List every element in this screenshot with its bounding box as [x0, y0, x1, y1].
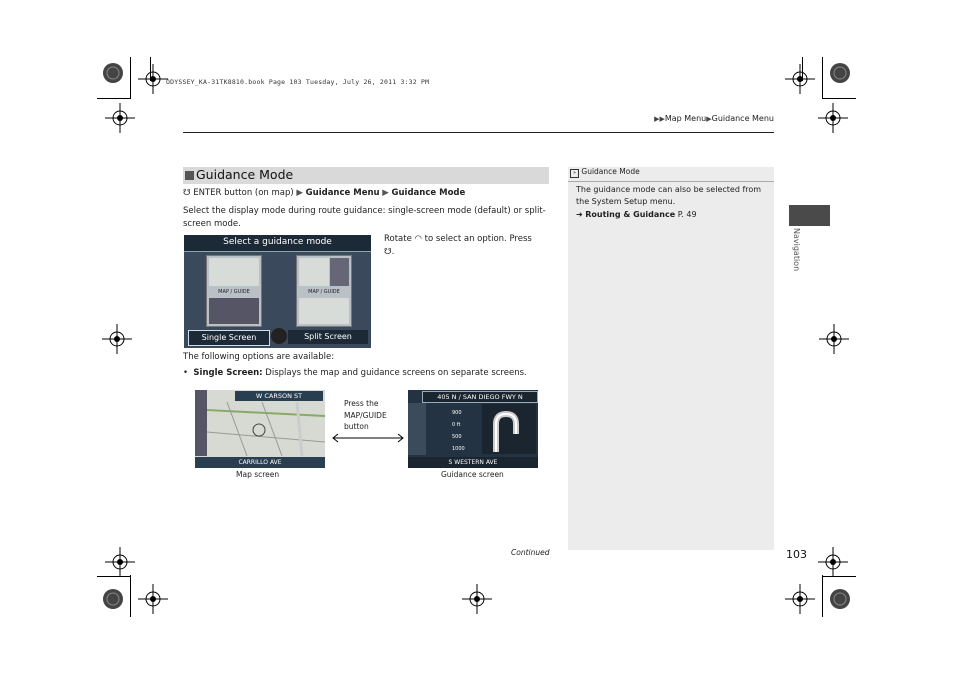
guide-street: 405 N / SAN DIEGO FWY N	[437, 393, 523, 401]
map-street-bar	[235, 391, 323, 401]
sidebar-link-text[interactable]: Routing & Guidance	[585, 210, 676, 219]
map-bottom-bar	[195, 457, 325, 468]
preview-label: MAP / GUIDE	[218, 289, 250, 295]
sidebar-heading-text: Guidance Mode	[581, 167, 640, 176]
rotate-post: to select an option. Press	[424, 234, 532, 244]
menu-path	[183, 188, 465, 198]
press-line-2: MAP/GUIDE	[344, 410, 387, 420]
press-line-3: button	[344, 422, 369, 431]
section-tab-label: Navigation	[792, 228, 801, 272]
crosshair-icon	[462, 584, 492, 614]
rotate-knob-icon: ◠	[414, 234, 422, 244]
arrow-icon: ▶	[382, 188, 389, 198]
registration-mark-icon	[825, 584, 855, 614]
sidebar-link[interactable]	[576, 209, 766, 221]
registration-mark-icon	[825, 58, 855, 88]
guidance-mode-screen	[184, 235, 371, 348]
breadcrumb-guidance-menu[interactable]: Guidance Menu	[711, 114, 774, 123]
crosshair-icon	[785, 584, 815, 614]
print-header: ODYSSEY_KA-31TK8810.book Page 103 Tuesday, July 26, 2011 3:32 PM	[166, 78, 430, 86]
press-knob-icon: ☋	[384, 246, 392, 257]
map-street: W CARSON ST	[255, 392, 303, 400]
crosshair-icon	[105, 547, 135, 577]
bullet-icon: •	[183, 368, 189, 378]
bullet-single-screen	[183, 368, 527, 378]
path-guidance-mode: Guidance Mode	[391, 188, 466, 198]
page-number: 103	[786, 548, 807, 561]
map-preview	[299, 258, 329, 286]
crop-mark	[130, 57, 131, 99]
options-intro: The following options are available:	[183, 352, 335, 362]
breadcrumb	[654, 114, 774, 123]
sidebar-link-page: P. 49	[677, 210, 697, 219]
single-screen-button[interactable]: Single Screen	[188, 330, 270, 346]
press-note	[344, 398, 387, 433]
distance-4: 1000	[452, 446, 465, 452]
sidebar-body	[576, 184, 766, 221]
crop-mark	[130, 575, 131, 617]
knob-icon	[271, 328, 287, 344]
double-arrow-connector	[330, 433, 406, 443]
map-screen	[195, 390, 325, 468]
screen-title-bar	[184, 235, 371, 252]
map-roads	[207, 402, 325, 456]
press-line-1: Press the	[344, 399, 379, 408]
crosshair-icon	[138, 584, 168, 614]
bullet-term: Single Screen:	[193, 368, 263, 378]
breadcrumb-map-menu[interactable]: Map Menu	[664, 114, 707, 123]
crosshair-icon	[105, 103, 135, 133]
continued-label: Continued	[511, 548, 550, 557]
bullet-text: Displays the map and guidance screens on separate screens.	[265, 368, 527, 378]
map-preview	[209, 258, 259, 286]
crosshair-icon	[818, 547, 848, 577]
guidance-screen	[408, 390, 538, 468]
section-heading	[183, 167, 549, 184]
enter-button-icon: ☋	[183, 188, 191, 198]
screen-title: Select a guidance mode	[223, 237, 332, 247]
crosshair-icon	[138, 64, 168, 94]
section-title: Guidance Mode	[196, 167, 294, 182]
intro-text: Select the display mode during route guidance: single-screen mode (default) or split-screen mode.	[183, 206, 546, 229]
split-preview	[299, 298, 349, 324]
header-rule	[183, 132, 774, 133]
path-enter: ENTER button (on map)	[193, 188, 294, 198]
crop-mark	[822, 57, 823, 99]
guide-bottom-bar	[408, 457, 538, 468]
sidebar-text: The guidance mode can also be selected from the System Setup menu.	[576, 185, 762, 206]
registration-mark-icon	[98, 58, 128, 88]
guide-preview	[209, 298, 259, 324]
list-preview	[330, 258, 349, 286]
guide-bottom-street: S WESTERN AVE	[448, 459, 498, 466]
guidance-screen-caption: Guidance screen	[441, 470, 504, 479]
guide-distance-column	[452, 410, 478, 455]
square-icon	[185, 171, 194, 180]
split-screen-preview[interactable]	[296, 255, 352, 327]
crop-mark	[822, 575, 823, 617]
path-guidance-menu: Guidance Menu	[305, 188, 380, 198]
crop-mark	[822, 98, 856, 99]
arrow-icon: ▶	[706, 115, 712, 123]
crosshair-icon	[102, 324, 132, 354]
rotate-instruction: Rotate ◠ to select an option. Press ☋.	[384, 234, 532, 257]
crosshair-icon	[818, 103, 848, 133]
single-screen-preview[interactable]	[206, 255, 262, 327]
distance-3: 500	[452, 434, 462, 440]
split-screen-button[interactable]: Split Screen	[288, 330, 368, 344]
crop-mark	[97, 98, 131, 99]
distance-2: 0 ft	[452, 422, 461, 428]
sidebar-note	[568, 167, 774, 550]
rotate-pre: Rotate	[384, 234, 412, 244]
map-screen-caption: Map screen	[236, 470, 280, 479]
guide-street-bar	[422, 391, 538, 403]
arrow-icon: ▶	[296, 188, 303, 198]
section-tab	[789, 205, 830, 226]
map-left-panel	[195, 390, 207, 456]
double-arrow-icon: ▶▶	[654, 115, 665, 123]
crosshair-icon	[819, 324, 849, 354]
guide-side-panel	[408, 403, 426, 455]
registration-mark-icon	[98, 584, 128, 614]
map-bottom-street: CARRILLO AVE	[238, 459, 282, 466]
sidebar-heading	[568, 167, 774, 182]
note-icon: »	[570, 169, 579, 178]
turn-diagram	[482, 404, 536, 454]
preview-label: MAP / GUIDE	[308, 289, 340, 295]
crosshair-icon	[785, 64, 815, 94]
distance-1: 900	[452, 410, 462, 416]
link-arrow-icon: ➜	[576, 210, 583, 219]
